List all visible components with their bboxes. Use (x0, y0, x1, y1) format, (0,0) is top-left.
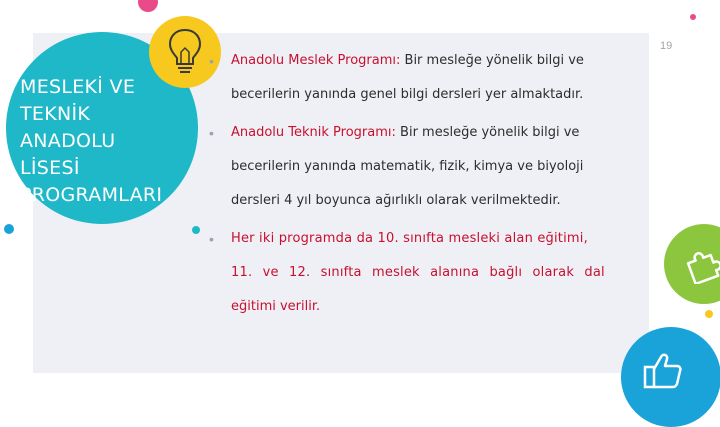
thumbs-circle (621, 327, 720, 427)
bullet-line: eğitimi verilir. (231, 299, 321, 314)
bullet-item (205, 222, 645, 324)
bullet-line (231, 116, 645, 150)
decor-dot-teal (192, 226, 200, 234)
thumbs-up-icon (641, 349, 685, 393)
bullet-line: 11. ve 12. sınıfta meslek alanına bağlı olarak dal (231, 265, 605, 280)
bullet-text: Bir mesleğe yönelik bilgi ve (400, 53, 584, 68)
bullet-label: Anadolu Meslek Programı: (231, 53, 401, 68)
bullet-dot: • (209, 125, 214, 141)
title-line-4: LİSESİ (20, 157, 80, 179)
title-line-2: TEKNİK (20, 103, 91, 125)
lightbulb-icon (165, 26, 205, 78)
bullet-dot: • (209, 231, 214, 247)
puzzle-icon (684, 244, 720, 284)
bullet-line: Her iki programda da 10. sınıfta mesleki alan eğitimi, (231, 231, 588, 246)
bullet-item (205, 44, 645, 112)
page-number: 19 (660, 40, 673, 52)
bullet-dot: • (209, 53, 214, 69)
bullet-line: becerilerin yanında matematik, fizik, kimya ve biyoloji (231, 159, 584, 174)
decor-dot-blue (4, 224, 14, 234)
decor-dot-pink-small (690, 14, 696, 20)
title-line-3: ANADOLU (20, 130, 116, 152)
decor-dot-pink (138, 0, 158, 12)
slide-title (20, 74, 192, 209)
decor-dot-yellow (705, 310, 713, 318)
bullet-line: dersleri 4 yıl boyunca ağırlıklı olarak verilmektedir. (231, 193, 561, 208)
title-line-5: PROGRAMLARI (20, 184, 163, 206)
bullet-line (231, 44, 645, 78)
bullet-item (205, 116, 645, 218)
bullet-label: Anadolu Teknik Programı: (231, 125, 396, 140)
bullet-line: becerilerin yanında genel bilgi dersleri yer almaktadır. (231, 87, 584, 102)
puzzle-circle (664, 224, 720, 304)
bullet-text: Bir mesleğe yönelik bilgi ve (395, 125, 580, 140)
bullet-list (205, 44, 645, 328)
title-line-1: MESLEKİ VE (20, 76, 136, 98)
